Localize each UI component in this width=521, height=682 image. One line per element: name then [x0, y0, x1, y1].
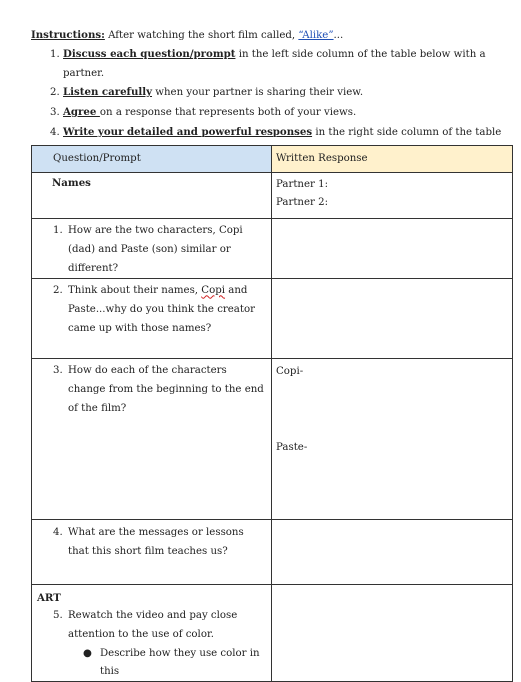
worksheet-page — [31, 27, 513, 677]
q2-text-start: Think about their names, — [68, 285, 202, 297]
header-question-label: Question/Prompt — [53, 153, 141, 164]
step-3-text: on a response that represents both of your views. — [99, 107, 357, 119]
q1-text: How are the two characters, Copi (dad) and Paste (son) similar or different? — [68, 225, 243, 274]
step-2-text: when your partner is sharing their view. — [152, 87, 364, 99]
bullet-dot-icon: ● — [83, 647, 92, 659]
q3-number: 3. — [53, 365, 63, 377]
instructions-line — [31, 27, 513, 44]
instruction-steps — [31, 45, 513, 161]
instructions-text: After watching the short film called, — [104, 30, 299, 41]
table-row-art — [32, 585, 513, 682]
names-prompt-cell — [32, 173, 272, 219]
q5-bullet-text: Describe how they use color in this — [100, 647, 260, 677]
table-row-q4 — [32, 520, 513, 585]
names-response-cell[interactable] — [272, 173, 513, 219]
art-prompt-cell — [32, 585, 272, 682]
q5-text: Rewatch the video and pay close attention to the use of color. — [68, 610, 238, 641]
q2-spellcheck-word: Copi — [201, 285, 226, 297]
instructions-ellipsis: ... — [333, 30, 344, 41]
q5-bullet — [32, 645, 271, 681]
header-question-cell — [32, 146, 272, 173]
step-1-bold: Discuss each question/prompt — [63, 48, 236, 60]
step-1 — [63, 45, 513, 83]
step-4-bold: Write your detailed and powerful responses — [63, 125, 313, 138]
step-3-bold: Agree — [63, 106, 100, 119]
partner2-label: Partner 2: — [276, 197, 329, 208]
instructions-label: Instructions: — [31, 29, 105, 41]
response-table — [31, 145, 513, 682]
table-row-q3 — [32, 359, 513, 520]
partner1-label: Partner 1: — [276, 179, 329, 190]
table-row-names — [32, 173, 513, 219]
response-paste-label: Paste- — [276, 442, 308, 454]
q5-number: 5. — [53, 610, 63, 622]
q3-text: How do each of the characters change from the beginning to the end of the film? — [68, 365, 264, 414]
q3-prompt-cell — [32, 359, 272, 520]
step-2-bold: Listen carefully — [63, 86, 153, 99]
names-label: Names — [52, 177, 91, 189]
q4-text: What are the messages or lessons that this short film teaches us? — [68, 527, 244, 558]
q1-prompt-cell — [32, 219, 272, 279]
q3-response-cell[interactable] — [272, 359, 513, 520]
step-3 — [63, 103, 513, 123]
table-row-q2 — [32, 279, 513, 359]
q2-text-end: and Paste...why do you think the creator came up with those names? — [68, 285, 255, 334]
q4-response-cell[interactable] — [272, 520, 513, 585]
q2-number: 2. — [53, 285, 63, 297]
q2-prompt-cell — [32, 279, 272, 359]
response-copi-label: Copi- — [276, 366, 304, 378]
q2-response-cell[interactable] — [272, 279, 513, 359]
table-row-q1 — [32, 219, 513, 279]
q4-prompt-cell — [32, 520, 272, 585]
table-header-row — [32, 146, 513, 173]
q1-response-cell[interactable] — [272, 219, 513, 279]
step-2 — [63, 83, 513, 103]
header-response-label: Written Response — [276, 153, 368, 164]
step-4-text: in the right side column of the table — [315, 126, 502, 138]
q1-number: 1. — [53, 225, 63, 236]
art-section-label: ART — [37, 592, 61, 605]
q2-text — [68, 282, 267, 338]
q4-number: 4. — [53, 527, 63, 539]
film-link[interactable]: “Alike” — [298, 30, 334, 41]
step-1-text: in the left side column of the table below with a partner. — [63, 49, 486, 79]
art-response-cell[interactable] — [272, 585, 513, 682]
header-response-cell — [272, 146, 513, 173]
